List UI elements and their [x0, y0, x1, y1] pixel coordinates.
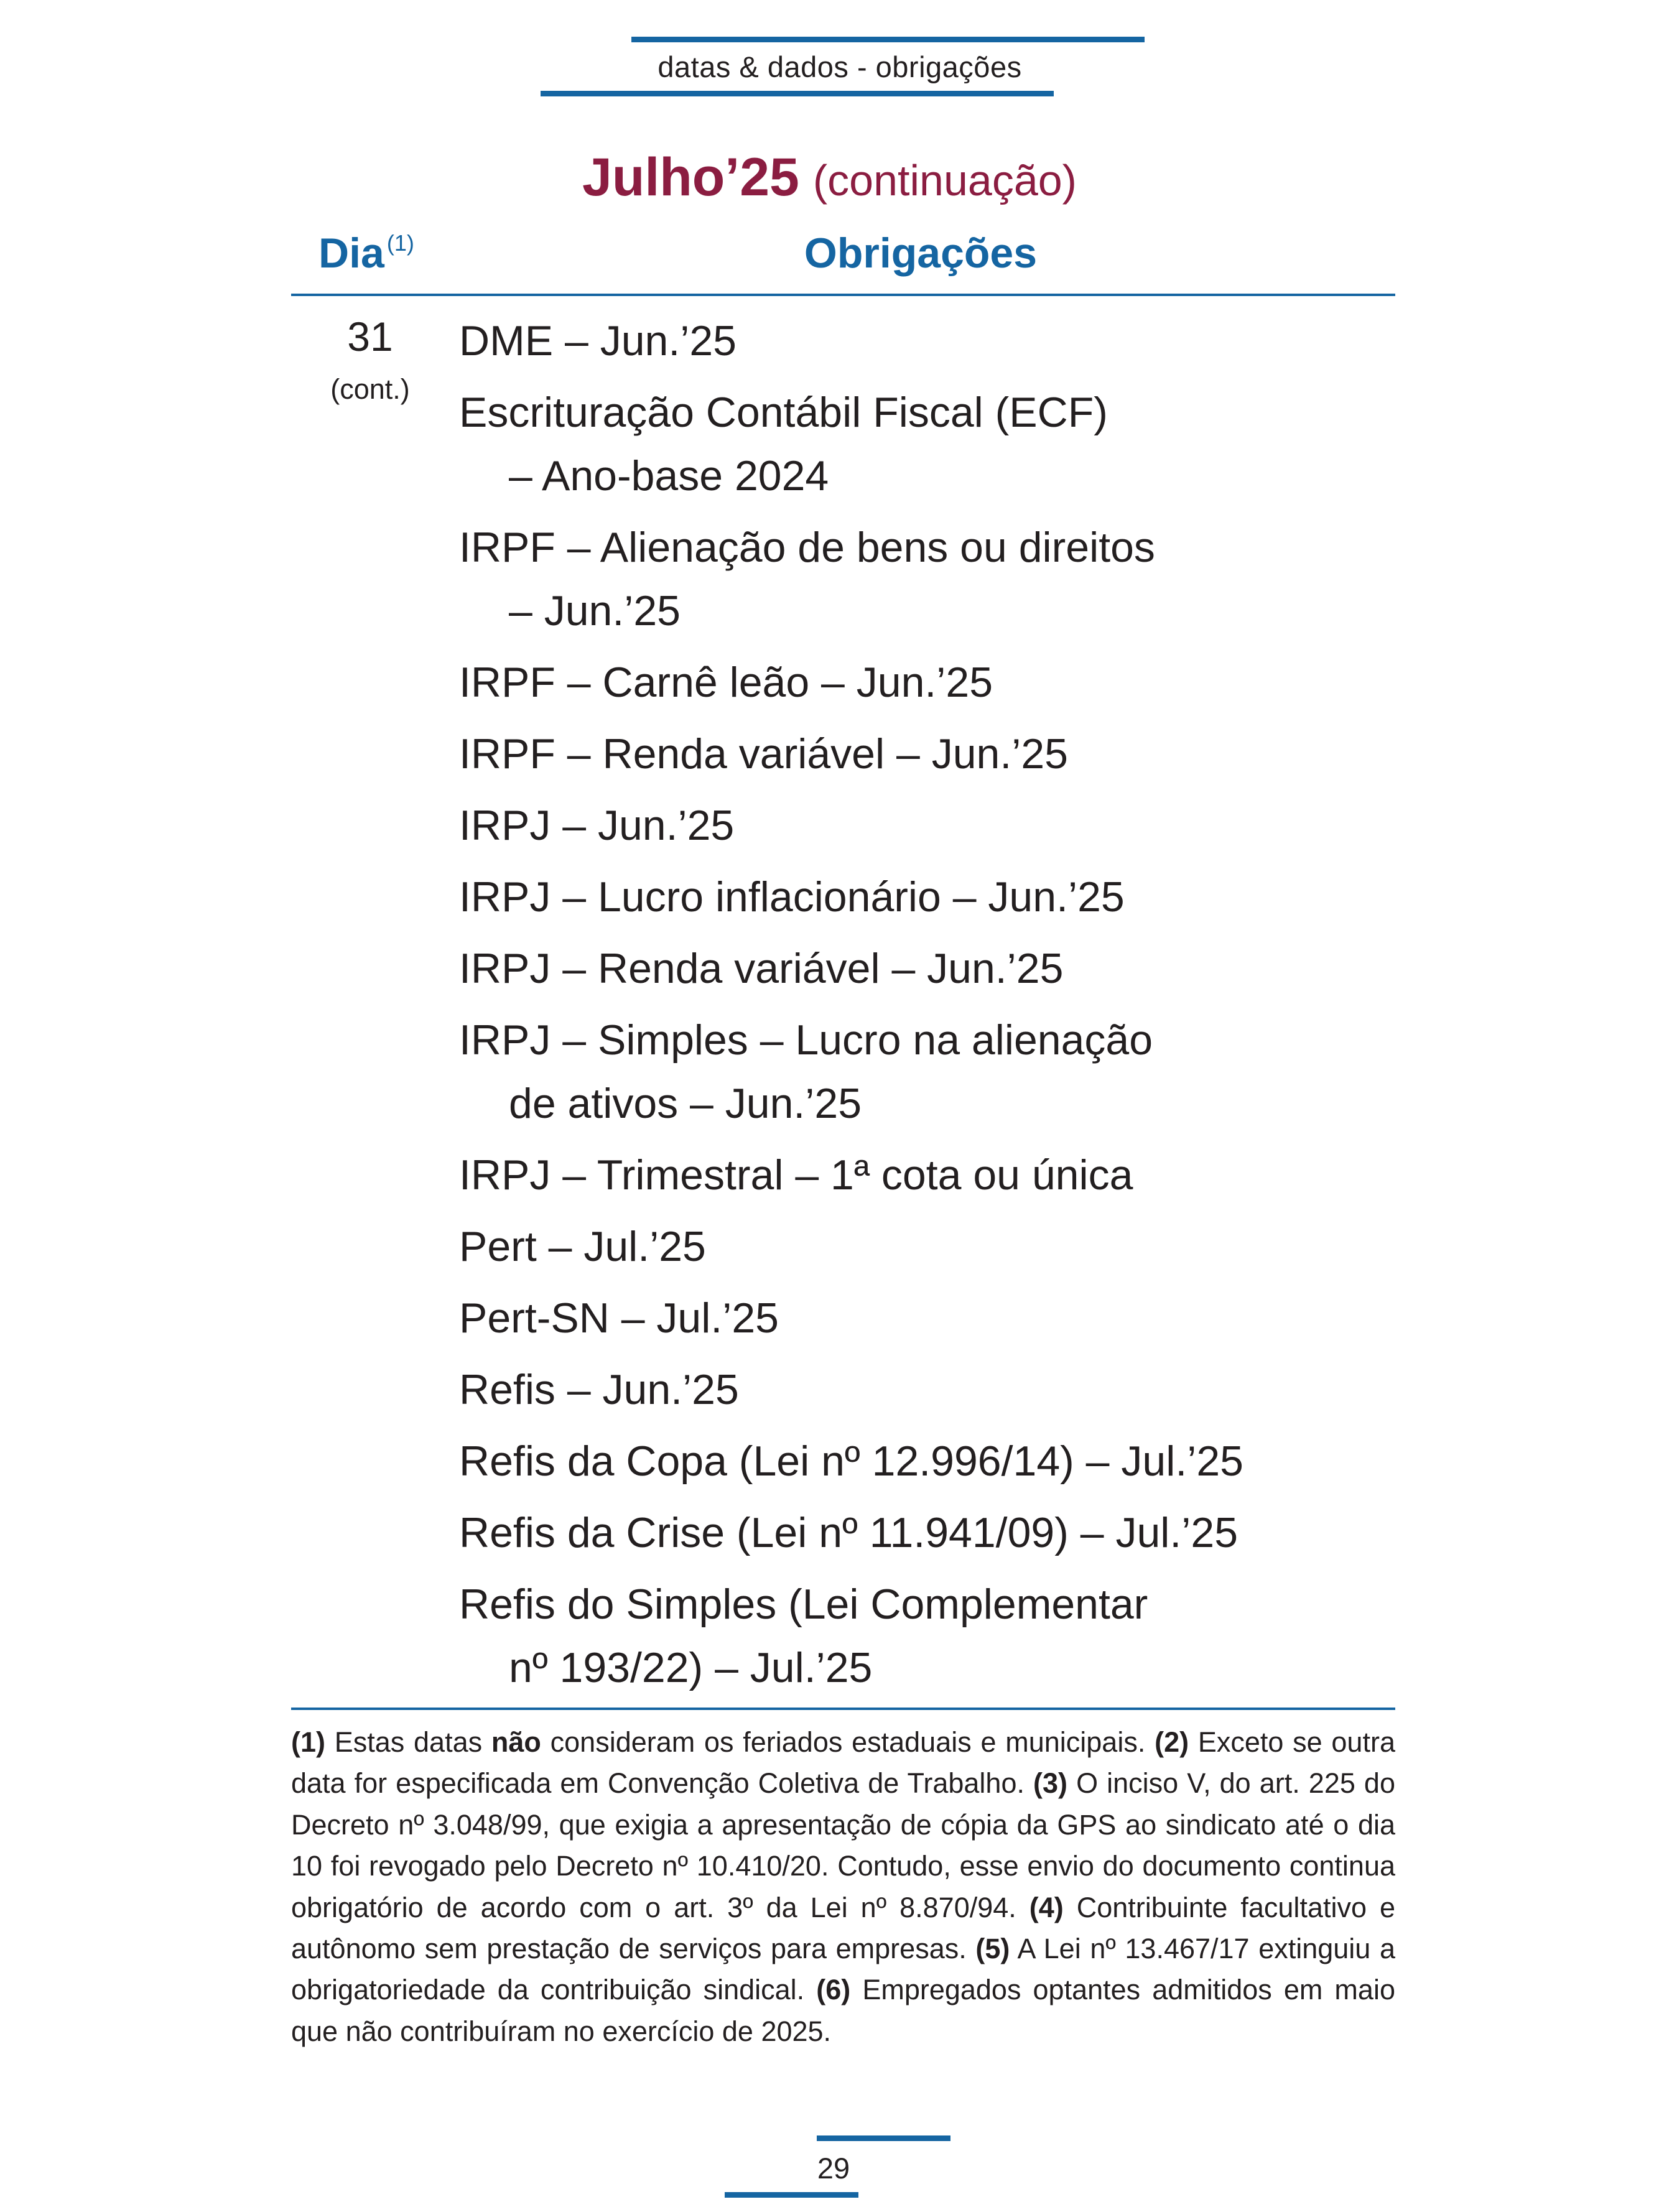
- obligation-line-1: Refis – Jun.’25: [459, 1366, 739, 1413]
- obligation-line-1: DME – Jun.’25: [459, 317, 737, 365]
- footnote-mark-4: (4): [1029, 1891, 1064, 1923]
- footnote-mark-1: (1): [291, 1726, 325, 1758]
- column-header-day-label: Dia: [318, 230, 384, 277]
- obligation-line-1: IRPJ – Lucro inflacionário – Jun.’25: [459, 873, 1125, 921]
- obligation-line-1: IRPJ – Renda variável – Jun.’25: [459, 945, 1064, 992]
- obligation-item: [459, 865, 1392, 929]
- obligation-line-2: – Ano-base 2024: [509, 452, 829, 500]
- obligation-item: [459, 937, 1392, 1000]
- day-number: 31: [347, 314, 393, 360]
- obligation-line-1: Refis da Copa (Lei nº 12.996/14) – Jul.’25: [459, 1438, 1243, 1485]
- footnotes: [291, 1722, 1395, 2052]
- footnote-1-text-a: Estas datas: [334, 1726, 483, 1758]
- obligation-line-2: de ativos – Jun.’25: [509, 1080, 862, 1127]
- header-rule-top: [631, 37, 1145, 42]
- footnote-mark-3: (3): [1033, 1767, 1068, 1800]
- obligation-item: [459, 1215, 1392, 1278]
- obligation-line-2: – Jun.’25: [509, 587, 681, 634]
- running-header-title: datas & dados - obrigações: [658, 50, 1022, 83]
- page-number-rule-bottom: [725, 2192, 858, 2198]
- footnote-2-text: Exceto se outra data for especificada em Convenção Coletiva de Trabalho.: [291, 1726, 1395, 1800]
- column-header-obligations: Obrigações: [804, 230, 1038, 277]
- obligation-item: [459, 651, 1392, 714]
- obligation-item: [459, 516, 1392, 643]
- obligation-line-1: Escrituração Contábil Fiscal (ECF): [459, 389, 1108, 436]
- obligation-item: [459, 1573, 1392, 1699]
- obligation-item: [459, 1008, 1392, 1135]
- footnote-ref-1: (1): [386, 230, 414, 256]
- footnote-3-text: O inciso V, do art. 225 do Decreto nº 3.048/99, que exigia a apresentação de cópia da GPS ao sindicato até o dia 10 foi revogado pelo Decreto nº 10.410/20. Contudo, esse envio do documento continua obrigatório de acordo com o art. 3º da Lei nº 8.870/94.: [291, 1767, 1395, 1923]
- obligation-item: [459, 722, 1392, 786]
- header-rule-bottom: [541, 91, 1054, 96]
- footnote-mark-6: (6): [816, 1974, 851, 2006]
- obligation-item: [459, 1429, 1392, 1493]
- footnote-mark-2: (2): [1155, 1726, 1189, 1758]
- month-subtitle: (continuação): [812, 156, 1077, 205]
- footnotes-divider: [291, 1708, 1395, 1710]
- obligation-line-1: Refis do Simples (Lei Complementar: [459, 1581, 1148, 1628]
- obligation-item: [459, 1501, 1392, 1564]
- obligation-item: [459, 309, 1392, 373]
- obligation-line-1: Refis da Crise (Lei nº 11.941/09) – Jul.’25: [459, 1509, 1238, 1556]
- month-heading: [0, 147, 1659, 208]
- column-header-day: [318, 229, 414, 277]
- obligation-line-2: nº 193/22) – Jul.’25: [509, 1644, 873, 1691]
- obligation-item: [459, 794, 1392, 857]
- obligation-line-1: IRPJ – Jun.’25: [459, 802, 735, 849]
- obligation-line-1: IRPF – Alienação de bens ou direitos: [459, 524, 1155, 571]
- obligation-line-1: IRPJ – Simples – Lucro na alienação: [459, 1016, 1153, 1064]
- obligation-item: [459, 1286, 1392, 1350]
- obligation-line-1: IRPF – Carnê leão – Jun.’25: [459, 659, 993, 706]
- day-continuation-note: (cont.): [330, 373, 410, 405]
- page-number-rule-top: [817, 2135, 950, 2141]
- obligation-item: [459, 381, 1392, 508]
- month-title: Julho’25: [582, 147, 799, 207]
- obligation-line-1: Pert-SN – Jul.’25: [459, 1294, 779, 1342]
- obligation-item: [459, 1358, 1392, 1421]
- footnote-1-text-b: consideram os feriados estaduais e municipais.: [550, 1726, 1146, 1758]
- footnote-4-text: Contribuinte facultativo e autônomo sem prestação de serviços para empresas.: [291, 1891, 1395, 1965]
- table-header-divider: [291, 294, 1395, 296]
- obligation-item: [459, 1143, 1392, 1207]
- obligation-line-1: IRPF – Renda variável – Jun.’25: [459, 730, 1068, 778]
- footnote-mark-5: (5): [975, 1933, 1010, 1965]
- page-number: 29: [817, 2152, 850, 2185]
- footnote-1-emphasis: não: [491, 1726, 541, 1758]
- obligations-list: [459, 309, 1392, 1708]
- obligation-line-1: Pert – Jul.’25: [459, 1223, 706, 1270]
- footnote-5-text: A Lei nº 13.467/17 extinguiu a obrigatoriedade da contribuição sindical.: [291, 1933, 1395, 2006]
- obligation-line-1: IRPJ – Trimestral – 1ª cota ou única: [459, 1151, 1133, 1199]
- footnote-6-text: Empregados optantes admitidos em maio que não contribuíram no exercício de 2025.: [291, 1974, 1395, 2047]
